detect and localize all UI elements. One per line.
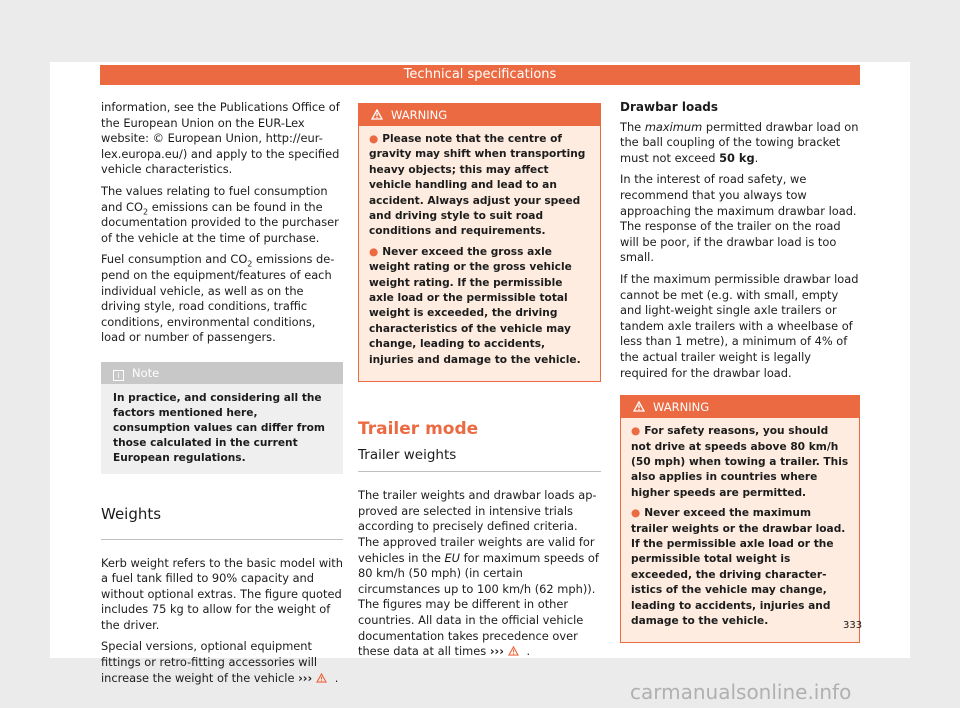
warning-box [620, 395, 863, 643]
paragraph [101, 252, 343, 346]
page-header: Technical specifications [100, 65, 860, 85]
text-emphasis: maximum [644, 119, 703, 134]
text: Never exceed the maximum trailer weights or the drawbar load. If the permissible axle load or the permissible total weight is exceeded, the driving characteristics of the vehicle may change, leading to accidents, injuries and damage to the vehicle. [631, 507, 846, 627]
column-1 [101, 100, 343, 692]
warning-title: WARNING [653, 400, 710, 415]
text: for maximum speeds of 80 km/h (50 mph) (in certain circumstances up to 100 km/h (62 mph)). The figures may be different in other countries. All data in the official vehicle documentation takes precedence over these data at all times [358, 550, 599, 659]
bullet: ● [369, 245, 379, 258]
text-bold: 50 kg [719, 150, 755, 165]
section-title-trailer-weights: Trailer weights [358, 446, 457, 463]
page-number: 333 [843, 620, 863, 631]
text: The values relating to fuel consumption and CO [101, 183, 328, 214]
text-emphasis: EU [444, 550, 460, 565]
subscript: 2 [142, 206, 149, 216]
paragraph: If the maximum permissible drawbar load cannot be met (e.g. with small, empty and light-weight single axle trailers or tandem axle trailers with a wheelbase of less than 1 metre), a minimum of 4% of the actual trailer weight is legally required for the drawbar load. [620, 271, 859, 380]
text: emissions can be found in the documentation provided to the purchaser of the vehicle at the time of purchase. [101, 199, 339, 245]
warning-item [631, 424, 849, 501]
reference-link[interactable]: ››› [298, 670, 313, 685]
paragraph: information, see the Publications Office of the European Union on the EUR-Lex website: © European Union, http://eur-lex.europa.eu/) and apply to the specified vehicle characteristics. [101, 100, 340, 177]
note-text: In practice, and considering all the factors mentioned here, consumption values can differ from those calculated in the current European regulations. [113, 391, 325, 464]
chapter-title-trailer-mode: Trailer mode [358, 419, 479, 440]
text: Special versions, optional equipment fittings or retro-fitting accessories will increase the weight of the vehicle [101, 639, 318, 685]
paragraph: Special versions, optional equipment fittings or retro-fitting accessories will increase the weight of the vehicle ››› . [101, 639, 339, 685]
warning-header [359, 104, 600, 126]
paragraph: The trailer weights and drawbar loads approved are selected in intensive trials according to precisely defined criteria. The approved trailer weights are valid for vehicles in the EU for maximum speeds of 80 km/h (50 mph) (in certain circumstances up to 100 km/h (62 mph)). The figures may be different in other countries. All data in the official vehicle documentation takes precedence over these data at all times ››› . [358, 488, 599, 659]
divider [101, 539, 343, 540]
reference-link[interactable]: ››› [489, 644, 504, 659]
text: permitted drawbar load on the ball coupling of the towing bracket must not exceed [620, 119, 859, 165]
text: Fuel consumption and CO [101, 252, 248, 267]
text: emissions depend on the equipment/features of each individual vehicle, as well as on the driving style, road conditions, traffic conditions, environmental conditions, load or number of passengers. [101, 252, 335, 345]
text: The [620, 119, 645, 134]
bullet: ● [631, 425, 641, 438]
section-title-weights: Weights [101, 504, 162, 523]
warning-item [369, 132, 590, 240]
text: Please note that the centre of gravity may shift when transporting heavy objects; this may affect vehicle handling and lead to an accident. Always adjust your speed and driving style to suit road conditions and requirements. [369, 133, 586, 238]
subscript: 2 [247, 259, 253, 269]
warning-icon [633, 401, 645, 412]
warning-box [358, 103, 601, 382]
bullet: ● [369, 133, 379, 145]
note-header [101, 362, 343, 384]
divider [358, 471, 601, 472]
column-3 [620, 100, 863, 643]
warning-text [359, 126, 600, 381]
warning-header [621, 396, 859, 418]
text: For safety reasons, you should not drive at speeds above 80 km/h (50 mph) when towing a trailer. This also applies in countries where higher speeds are permitted. [631, 425, 849, 499]
warning-title: WARNING [391, 108, 448, 122]
info-icon: i [113, 370, 124, 381]
note-box [101, 362, 343, 474]
text: . [754, 150, 759, 165]
section-title-drawbar-loads: Drawbar loads [620, 100, 719, 114]
paragraph: In the interest of road safety, we recommend that you always tow approaching the maximum drawbar load. The response of the trailer on the road will be poor, if the drawbar load is too small. [620, 172, 857, 265]
column-2 [358, 103, 601, 666]
warning-icon [316, 673, 327, 683]
warning-item [631, 506, 849, 629]
bullet: ● [631, 507, 641, 520]
text: The trailer weights and drawbar loads approved are selected in intensive trials according to precisely defined criteria. The approved trailer weights are valid for vehicles in the [358, 488, 597, 565]
paragraph [620, 120, 860, 167]
note-title: Note [132, 365, 160, 380]
warning-item [369, 245, 590, 368]
watermark: carmanualsonline.info [630, 680, 852, 704]
paragraph [101, 184, 343, 246]
warning-icon [371, 109, 383, 120]
text: Never exceed the gross axle weight rating or the gross vehicle weight rating. If the permissible axle load or the permissible total weight is exceeded, the driving characteristics of the vehicle may change, leading to accidents, injuries and damage to the vehicle. [369, 245, 581, 366]
paragraph: Kerb weight refers to the basic model with a fuel tank filled to 90% capacity and without optional extras. The figure quoted includes 75 kg to allow for the weight of the driver. [101, 555, 343, 632]
warning-icon [508, 646, 519, 656]
warning-text [621, 418, 859, 642]
